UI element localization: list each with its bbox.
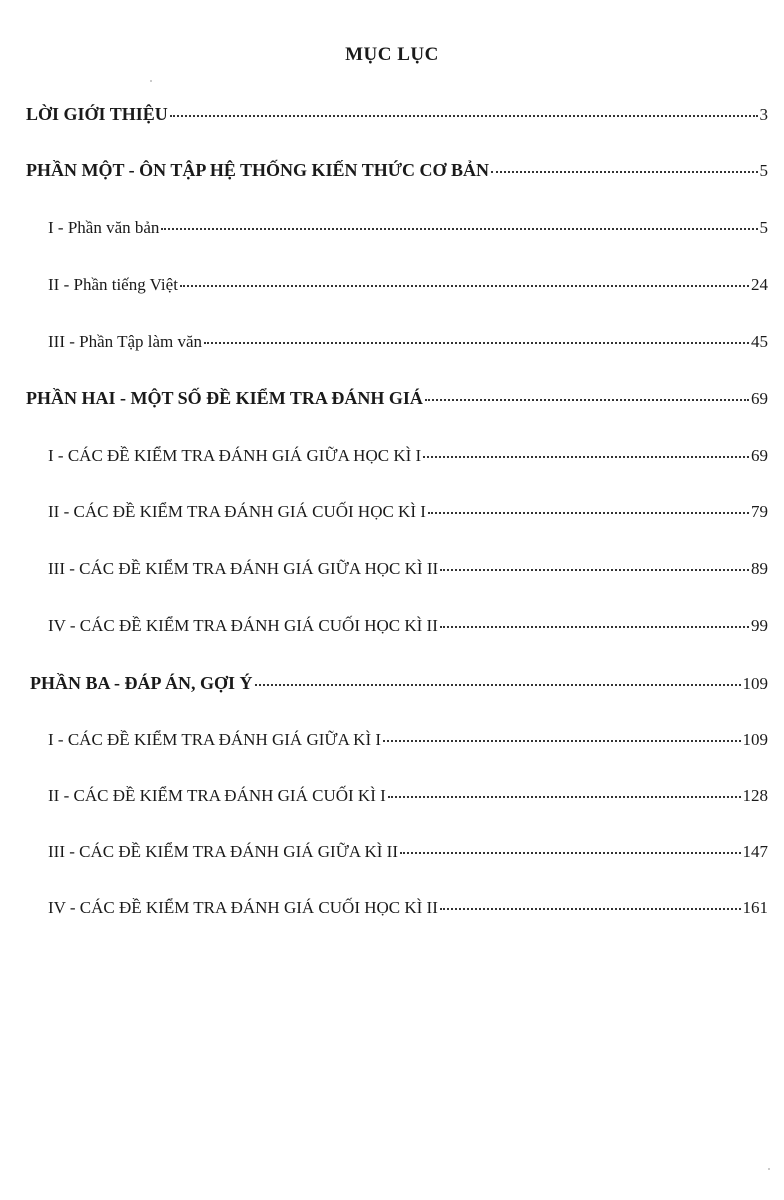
toc-entry-part-one-1 [48, 218, 768, 238]
dot-leader [425, 399, 749, 401]
toc-entry-label: II - CÁC ĐỀ KIỂM TRA ĐÁNH GIÁ CUỐI HỌC KÌ I [48, 502, 426, 521]
toc-entry-page: 89 [751, 559, 768, 578]
toc-entry-part-two-3 [48, 559, 768, 579]
toc-entry-page: 69 [751, 389, 768, 408]
toc-entry-page: 109 [742, 674, 768, 693]
dot-leader [423, 456, 749, 458]
dot-leader [388, 796, 741, 798]
dot-leader [400, 852, 740, 854]
dot-leader [428, 512, 749, 514]
toc-entry-part-one-3 [48, 332, 768, 352]
dot-leader [491, 171, 757, 173]
toc-entry-label: II - CÁC ĐỀ KIỂM TRA ĐÁNH GIÁ CUỐI KÌ I [48, 786, 386, 805]
toc-entry-page: 3 [759, 105, 768, 124]
toc-entry-page: 45 [751, 332, 768, 351]
toc-entry-page: 128 [742, 786, 768, 805]
toc-entry-page: 109 [742, 730, 768, 749]
toc-entry-label: I - Phần văn bản [48, 218, 160, 237]
toc-entry-part-three [30, 673, 768, 694]
toc-entry-label: PHẦN HAI - MỘT SỐ ĐỀ KIỂM TRA ĐÁNH GIÁ [26, 388, 423, 408]
dot-leader [204, 342, 749, 344]
toc-entry-label: III - CÁC ĐỀ KIỂM TRA ĐÁNH GIÁ GIỮA HỌC KÌ II [48, 559, 439, 578]
toc-entry-part-one-2 [48, 275, 768, 295]
scan-speck [768, 1168, 770, 1170]
dot-leader [440, 908, 741, 910]
toc-entry-label: PHẦN MỘT - ÔN TẬP HỆ THỐNG KIẾN THỨC CƠ BẢN [26, 160, 490, 180]
toc-entry-intro [26, 104, 768, 125]
dot-leader [255, 684, 741, 686]
toc-entry-part-two-4 [48, 616, 768, 636]
toc-entry-page: 69 [751, 446, 768, 465]
toc-entry-page: 24 [751, 275, 768, 294]
dot-leader [161, 228, 757, 230]
toc-entry-label: III - Phần Tập làm văn [48, 332, 203, 351]
scan-speck [150, 80, 152, 82]
toc-entry-page: 161 [742, 898, 768, 917]
toc-entry-part-three-4 [48, 898, 768, 918]
toc-entry-part-two-2 [48, 502, 768, 522]
toc-entry-page: 99 [751, 616, 768, 635]
toc-entry-page: 147 [742, 842, 768, 861]
toc-entry-part-two [26, 388, 768, 409]
dot-leader [180, 285, 749, 287]
toc-entry-label: I - CÁC ĐỀ KIỂM TRA ĐÁNH GIÁ GIỮA HỌC KÌ I [48, 446, 422, 465]
toc-entry-part-three-3 [48, 842, 768, 862]
toc-entry-label: II - Phần tiếng Việt [48, 275, 178, 294]
dot-leader [440, 569, 749, 571]
toc-entry-part-three-1 [48, 730, 768, 750]
page-title: MỤC LỤC [345, 44, 439, 65]
toc-entry-page: 79 [751, 502, 768, 521]
toc-entry-page: 5 [759, 161, 768, 180]
toc-entry-label: PHẦN BA - ĐÁP ÁN, GỢI Ý [30, 673, 253, 693]
toc-entry-label: IV - CÁC ĐỀ KIỂM TRA ĐÁNH GIÁ CUỐI HỌC KÌ II [48, 898, 438, 917]
toc-entry-label: III - CÁC ĐỀ KIỂM TRA ĐÁNH GIÁ GIỮA KÌ II [48, 842, 399, 861]
toc-entry-part-two-1 [48, 446, 768, 466]
toc-entry-label: LỜI GIỚI THIỆU [26, 104, 168, 124]
toc-entry-page: 5 [759, 218, 768, 237]
dot-leader [383, 740, 740, 742]
toc-entry-part-one [26, 160, 768, 181]
toc-entry-label: I - CÁC ĐỀ KIỂM TRA ĐÁNH GIÁ GIỮA KÌ I [48, 730, 382, 749]
toc-entry-label: IV - CÁC ĐỀ KIỂM TRA ĐÁNH GIÁ CUỐI HỌC KÌ II [48, 616, 438, 635]
toc-entry-part-three-2 [48, 786, 768, 806]
dot-leader [170, 115, 758, 117]
dot-leader [440, 626, 749, 628]
